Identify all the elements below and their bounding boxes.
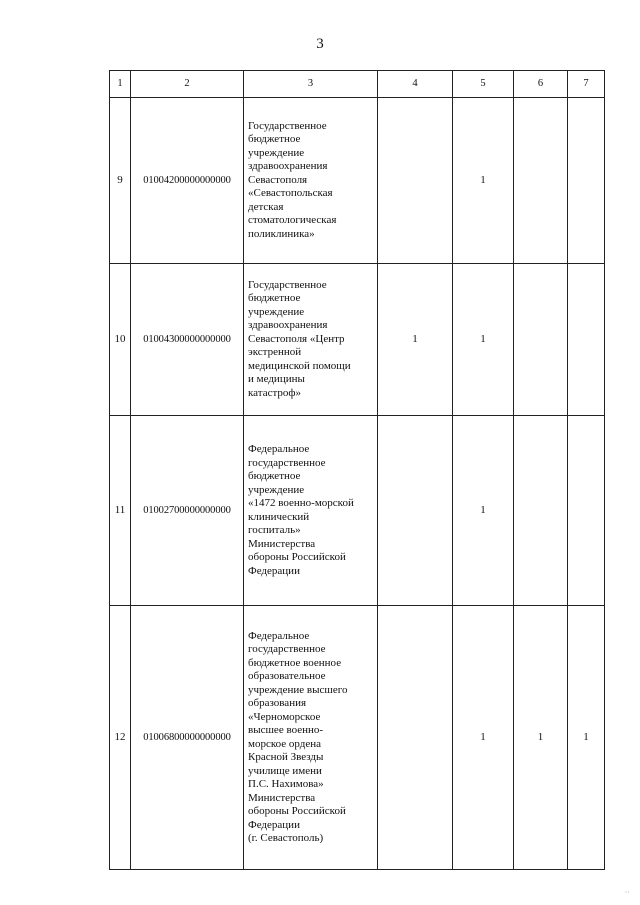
row-number: 10: [110, 264, 131, 416]
header-col-7: 7: [568, 71, 605, 98]
cell-col-4: [378, 606, 453, 870]
header-col-1: 1: [110, 71, 131, 98]
table-row: [110, 606, 605, 870]
header-col-4: 4: [378, 71, 453, 98]
cell-col-6: [514, 264, 568, 416]
row-number: 9: [110, 98, 131, 264]
institution-code: 01006800000000000: [131, 606, 244, 870]
cell-col-7: [568, 264, 605, 416]
header-col-3: 3: [244, 71, 378, 98]
header-col-6: 6: [514, 71, 568, 98]
cell-col-6: [514, 98, 568, 264]
cell-col-4: 1: [378, 264, 453, 416]
scan-corner-mark: ··: [624, 888, 630, 897]
row-number: 12: [110, 606, 131, 870]
page-number: 3: [316, 36, 324, 52]
cell-col-6: [514, 416, 568, 606]
row-number: 11: [110, 416, 131, 606]
institution-code: 01004200000000000: [131, 98, 244, 264]
header-col-2: 2: [131, 71, 244, 98]
institution-code: 01002700000000000: [131, 416, 244, 606]
cell-col-6: 1: [514, 606, 568, 870]
table-row: [110, 98, 605, 264]
header-col-5: 5: [453, 71, 514, 98]
institution-name: Государственное бюджетное учреждение здравоохранения Севастополя «Севастопольская детская стоматологическая поликлиника»: [244, 98, 378, 264]
table-header-row: [110, 71, 605, 98]
institution-name: Федеральное государственное бюджетное военное образовательное учреждение высшего образования «Черноморское высшее военно- морское ордена Красной Звезды училище имени П.С. Нахимова» Министерства обороны Российской Федерации (г. Севастополь): [244, 606, 378, 870]
cell-col-5: 1: [453, 606, 514, 870]
cell-col-4: [378, 416, 453, 606]
cell-col-7: [568, 98, 605, 264]
institution-code: 01004300000000000: [131, 264, 244, 416]
institution-table: [109, 70, 605, 870]
cell-col-5: 1: [453, 416, 514, 606]
institution-name: Государственное бюджетное учреждение здравоохранения Севастополя «Центр экстренной медицинской помощи и медицины катастроф»: [244, 264, 378, 416]
cell-col-5: 1: [453, 264, 514, 416]
cell-col-5: 1: [453, 98, 514, 264]
table-row: [110, 416, 605, 606]
cell-col-7: [568, 416, 605, 606]
institution-name: Федеральное государственное бюджетное учреждение «1472 военно-морской клинический госпиталь» Министерства обороны Российской Федерации: [244, 416, 378, 606]
cell-col-7: 1: [568, 606, 605, 870]
table-row: [110, 264, 605, 416]
cell-col-4: [378, 98, 453, 264]
